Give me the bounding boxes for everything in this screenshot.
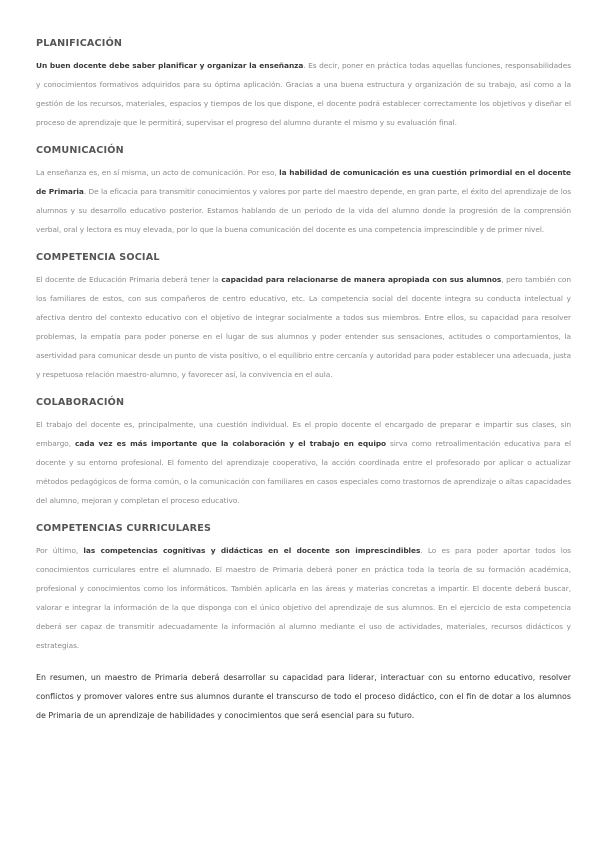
body-highlight: Un buen docente debe saber planificar y organizar la enseñanza <box>36 61 304 70</box>
body-text: El docente de Educación Primaria deberá tener la <box>36 275 222 284</box>
body-highlight: cada vez es más importante que la colaboración y el trabajo en equipo <box>74 439 387 448</box>
section-comunicacion <box>36 145 571 239</box>
section-heading: PLANIFICACIÓN <box>36 38 123 49</box>
section-body <box>36 541 571 655</box>
section-body <box>36 163 571 239</box>
section-colaboracion <box>36 397 571 510</box>
section-body <box>36 415 571 510</box>
section-heading: COLABORACIÓN <box>36 397 125 408</box>
body-text: El trabajo del docente es, principalmente, una cuestión individual. Es el propio docente el encargado de preparar e impartir sus clases, sin embargo, <box>36 420 571 448</box>
body-highlight: capacidad para relacionarse de manera apropiada con sus alumnos <box>221 275 502 284</box>
body-text: . Es decir, poner en práctica todas aquellas funciones, responsabilidades y conocimientos formativos adquiridos para su óptima aplicación. Gracias a una buena estructura y organización de su trabajo, así como a la gestión de los recursos, materiales, espacios y tiempos de los que dispone, el docente podrá establecer correctamente los objetivos y diseñar el proceso de aprendizaje que le permitirá, supervisar el progreso del alumno durante el mismo y su evaluación final. <box>36 61 571 127</box>
body-highlight: la habilidad de comunicación es una cuestión primordial en el docente de Primaria <box>36 168 572 196</box>
body-text: Por último, <box>36 546 84 555</box>
section-heading: COMUNICACIÓN <box>36 145 124 156</box>
section-competencia-social <box>36 252 571 384</box>
body-text: . Lo es para poder aportar todos los conocimientos curriculares entre el alumnado. El maestro de Primaria deberá poner en práctica toda la teoría de su formación académica, profesional y conocimientos como los informáticos. También aplicarla en las áreas y materias concretas a impartir. El docente deberá buscar, valorar e integrar la información de la que disponga con el único objetivo del aprendizaje de sus alumnos. En el ejercicio de esta competencia deberá ser capaz de transmitir adecuadamente la información al alumno mediante el uso de actividades, materiales, recursos didácticos y estrategias. <box>36 546 571 650</box>
body-highlight: las competencias cognitivas y didácticas en el docente son imprescindibles <box>83 546 421 555</box>
summary-paragraph: En resumen, un maestro de Primaria deberá desarrollar su capacidad para liderar, interactuar con su entorno educativo, resolver conflictos y promover valores entre sus alumnos durante el transcurso de todo el proceso didáctico, con el fin de dotar a los alumnos de Primaria de un aprendizaje de habilidades y conocimientos que será esencial para su futuro. <box>36 673 571 720</box>
section-competencias-curriculares <box>36 523 571 655</box>
section-planificacion <box>36 38 571 132</box>
body-text: sirva como retroalimentación educativa para el docente y su entorno profesional. El fomento del aprendizaje cooperativo, la acción coordinada entre el profesorado por aplicar o actualizar métodos pedagógicos de forma común, o la comunicación con familiares en casos especiales como trastornos de aprendizaje o altas capacidades del alumno, mejoran y completan el proceso educativo. <box>36 439 571 505</box>
body-text: , pero también con los familiares de estos, con sus compañeros de centro educativo, etc. La competencia social del docente integra su conducta intelectual y afectiva dentro del contexto educativo con el objetivo de integrar socialmente a todos sus miembros. Entre ellos, su capacidad para resolver problemas, la empatía para poder ponerse en el lugar de sus alumnos y poder entender sus sensaciones, actitudes o comportamientos, la asertividad para comunicar desde un punto de vista positivo, o el equilibrio entre cercanía y autoridad para poder establecer una adecuada, justa y respetuosa relación maestro-alumno, y favorecer así, la convivencia en el aula. <box>36 275 571 379</box>
section-body <box>36 270 571 384</box>
section-heading: COMPETENCIAS CURRICULARES <box>36 523 212 534</box>
body-text: La enseñanza es, en sí misma, un acto de comunicación. Por eso, <box>36 168 280 177</box>
section-body <box>36 56 571 132</box>
section-heading: COMPETENCIA SOCIAL <box>36 252 160 263</box>
body-text: . De la eficacia para transmitir conocimientos y valores por parte del maestro depende, en gran parte, el éxito del aprendizaje de los alumnos y su desarrollo educativo posterior. Estamos hablando de un periodo de la vida del alumno donde la progresión de la comprensión verbal, oral y lectora es muy elevada, por lo que la buena comunicación del docente es una competencia imprescindible y de primer nivel. <box>36 187 571 234</box>
